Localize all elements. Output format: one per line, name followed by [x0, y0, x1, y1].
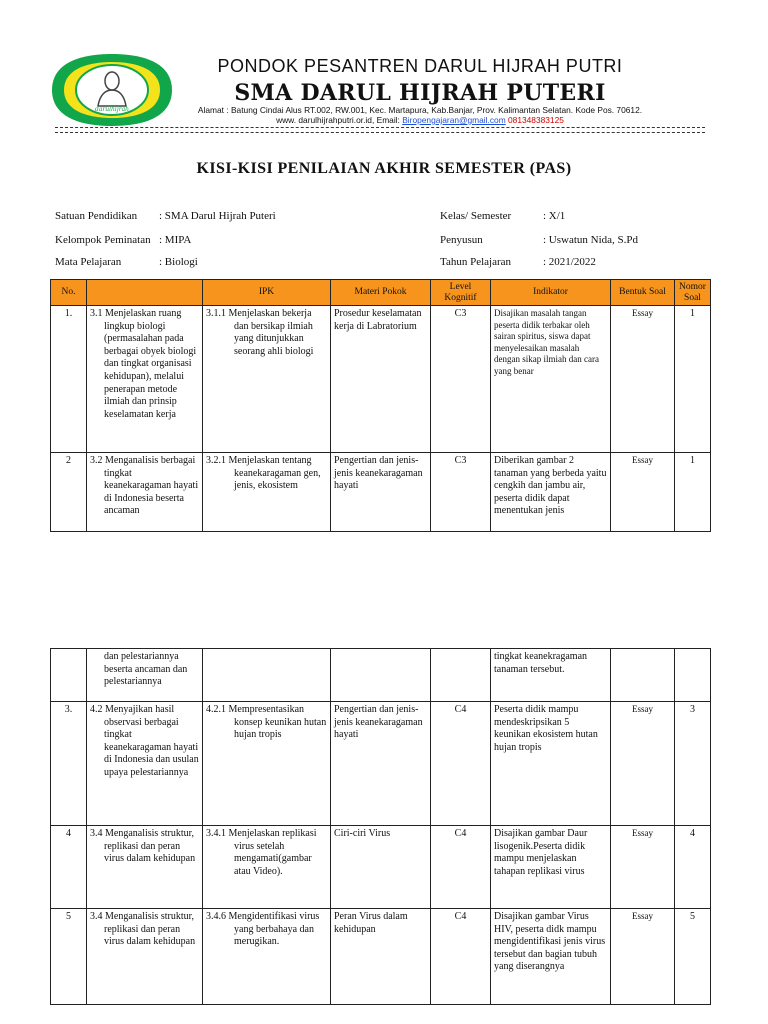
- school-name: SMA DARUL HIJRAH PUTERI: [234, 80, 606, 106]
- header-no: No.: [51, 280, 87, 306]
- table-row: 4 3.4 Menganalisis struktur, replikasi dan peran virus dalam kehidupan 3.4.1 Menjelaskan replikasi virus setelah mengamati(gambar atau Video). Ciri-ciri Virus C4 Disajikan gambar Daur lisogenik.Peserta didik mampu menjelaskan tahapan replikasi virus Essay 4: [51, 826, 711, 909]
- header-nomor: Nomor Soal: [675, 280, 711, 306]
- school-contact: [150, 115, 690, 125]
- school-address: Alamat : Batung Cindai Alus RT.002, RW.001, Kec. Martapura, Kab.Banjar, Prov. Kalimantan Selatan. Kode Pos. 70612.: [197, 105, 643, 115]
- table-row: 5 3.4 Menganalisis struktur, replikasi dan peran virus dalam kehidupan 3.4.6 Mengidentifikasi virus yang berbahaya dan merugikan. Peran Virus dalam kehidupan C4 Disajikan gambar Virus HIV, peserta didk mampu mengidentifikasi jenis virus tersebut dan bagian tubuh yang diserangnya Essay 5: [51, 909, 711, 1005]
- header-bentuk: Bentuk Soal: [611, 280, 675, 306]
- table-row: 2 3.2 Menganalisis berbagai tingkat keanekaragaman hayati di Indonesia beserta ancaman 3.2.1 Menjelaskan tentang keanekaragaman gen, jenis, ekosistem Pengertian dan jenis-jenis keanekaragaman hayati C3 Diberikan gambar 2 tanaman yang berbeda yaitu cengkih dan jambu air, peserta didik dapat menentukan jenis Essay 1: [51, 453, 711, 532]
- website-text: www. darulhijrahputri.or.id, Email:: [276, 115, 403, 125]
- table-header-row: [51, 280, 711, 306]
- table-row: 3. 4.2 Menyajikan hasil observasi berbagai tingkat keanekaragaman hayati di Indonesia dan usulan upaya pelestariannya 4.2.1 Mempresentasikan konsep keunikan hutan hujan tropis Pengertian dan jenis-jenis keanekaragaman hayati C4 Peserta didik mampu mendeskripsikan 5 keunikan ekosistem hutan hujan tropis Essay 3: [51, 702, 711, 826]
- email-link[interactable]: Biropengajaran@gmail.com: [402, 115, 506, 125]
- svg-text:darulhijrah: darulhijrah: [94, 106, 130, 113]
- document-page: darulhijrah PONDOK PESANTREN DARUL HIJRAH PUTRI SMA DARUL HIJRAH PUTERI Alamat : Batung Cindai Alus RT.002, RW.001, Kec. Martapura, Kab.Banjar, Prov. Kalimantan Selatan. Kode Pos. 70612. www. darulhijrahputri.or.id, Email: Biropengajaran@gmail.com 081348383125 KISI-KISI PENILAIAN AKHIR SEMESTER (PAS) Satuan Pendidikan : SMA Darul Hijrah Puteri Kelompok Peminatan : MIPA Mata Pelajaran : Biologi Kelas/ Semester : X/1 Penyusun : Uswatun Nida, S.Pd Tahun Pelajaran : 2021/2022 No. IPK Materi Pokok Level Kognitif Indikator Bentuk Soal Nomor Soal 1. 3.1 Menjelaskan ruang lingkup biologi (permasalahan pada berbagai obyek biologi dan tingkat organisasi kehidupan), melalui penerapan metode ilmiah dan prinsip keselamatan kerja 3.1.1 Menjelaskan bekerja dan bersikap ilmiah yang ditunjukkan seorang ahli biologi Prosedur keselamatan kerja di Labratorium C3 Disajikan masalah tangan peserta didik terbakar oleh sairan spiritus, siswa dapat menyelesaikan masalah dengan sikap ilmiah dan cara yang benar Essay 1 2 3.2 Menganalisis berbagai tingkat keanekaragaman hayati di Indonesia beserta ancaman 3.2.1 Menjelaskan tentang keanekaragaman gen, jenis, ekosistem Pengertian dan jenis-jenis keanekaragaman hayati C3 Diberikan gambar 2 tanaman yang berbeda yaitu cengkih dan jambu air, peserta didik dapat menentukan jenis Essay 1 dan pelestariannya beserta ancaman dan pelestariannya tingkat keanekragaman tanaman tersebut. 3. 4.2 Menyajikan hasil observasi berbagai tingkat keanekaragaman hayati di Indonesia dan usulan upaya pelestariannya 4.2.1 Mempresentasikan konsep keunikan hutan hujan tropis Pengertian dan jenis-jenis keanekaragaman hayati C4 Peserta didik mampu mendeskripsikan 5 keunikan ekosistem hutan hujan tropis Essay 3 4 3.4 Menganalisis struktur, replikasi dan peran virus dalam kehidupan 3.4.1 Menjelaskan replikasi virus setelah mengamati(gambar atau Video). Ciri-ciri Virus C4 Disajikan gambar Daur lisogenik.Peserta didik mampu menjelaskan tahapan replikasi virus Essay 4 5 3.4 Menganalisis struktur, replikasi dan peran virus dalam kehidupan 3.4.6 Mengidentifikasi virus yang berbahaya dan merugikan. Peran Virus dalam kehidupan C4 Disajikan gambar Virus HIV, peserta didk mampu mengidentifikasi jenis virus tersebut dan bagian tubuh yang diserangnya Essay 5: [0, 0, 768, 1024]
- document-title: KISI-KISI PENILAIAN AKHIR SEMESTER (PAS): [196, 160, 572, 177]
- header-kd: [87, 280, 203, 306]
- phone-number: 081348383125: [508, 115, 564, 125]
- header-indikator: Indikator: [491, 280, 611, 306]
- table-row: 1. 3.1 Menjelaskan ruang lingkup biologi (permasalahan pada berbagai obyek biologi dan tingkat organisasi kehidupan), melalui penerapan metode ilmiah dan prinsip keselamatan kerja 3.1.1 Menjelaskan bekerja dan bersikap ilmiah yang ditunjukkan seorang ahli biologi Prosedur keselamatan kerja di Labratorium C3 Disajikan masalah tangan peserta didik terbakar oleh sairan spiritus, siswa dapat menyelesaikan masalah dengan sikap ilmiah dan cara yang benar Essay 1: [51, 306, 711, 453]
- header-materi: Materi Pokok: [331, 280, 431, 306]
- kisi-kisi-table: [50, 279, 711, 532]
- letterhead-divider: [55, 127, 705, 133]
- letterhead-line1: PONDOK PESANTREN DARUL HIJRAH PUTRI: [217, 56, 623, 76]
- header-ipk: IPK: [203, 280, 331, 306]
- kisi-kisi-table-continued: [50, 648, 711, 1005]
- table-row-continuation: dan pelestariannya beserta ancaman dan pelestariannya tingkat keanekragaman tanaman tersebut.: [51, 649, 711, 702]
- header-level: Level Kognitif: [431, 280, 491, 306]
